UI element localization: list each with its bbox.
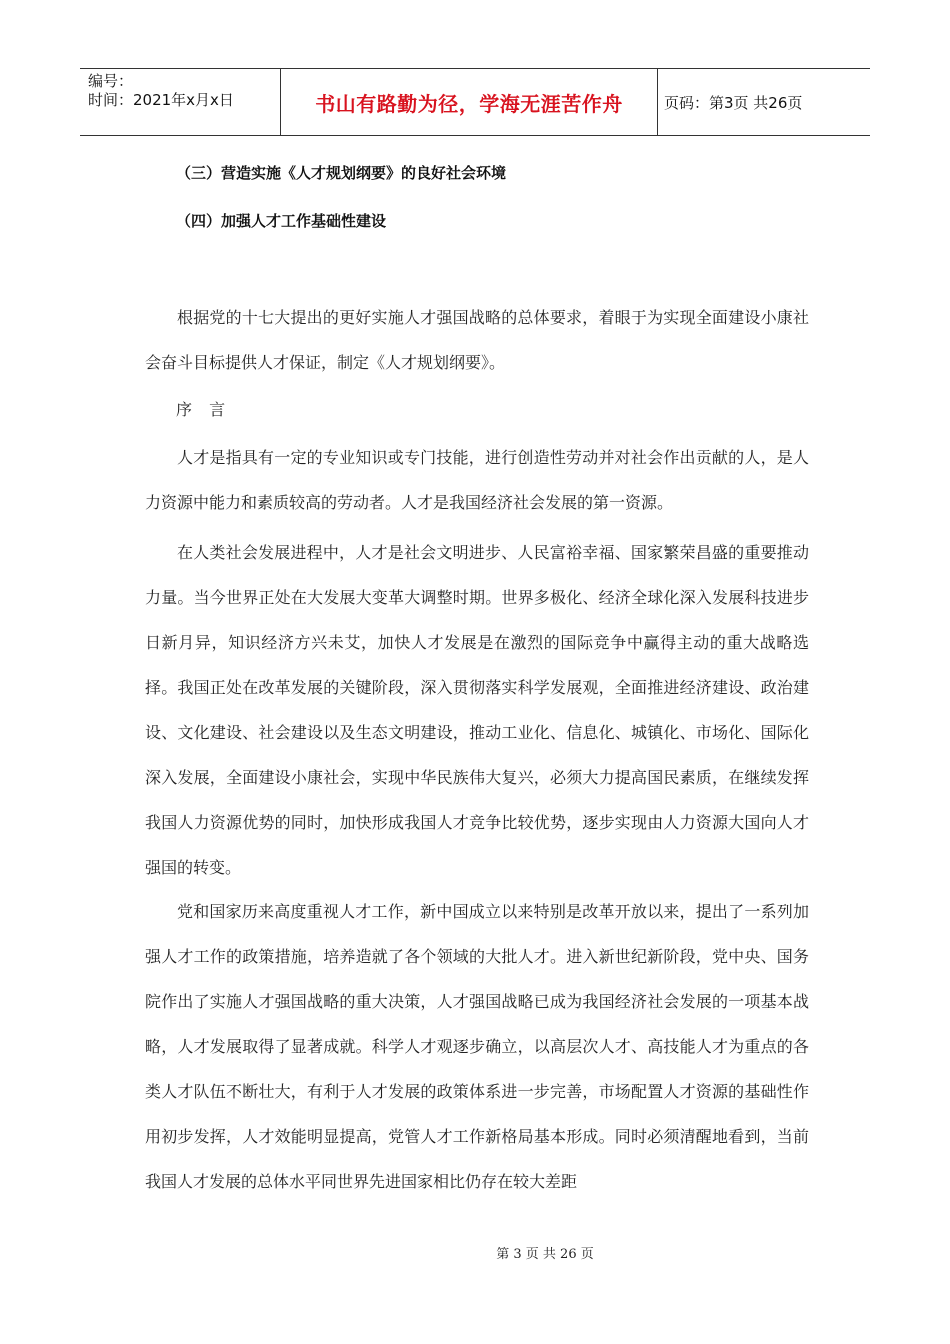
header-page-info: 页码：第3页 共26页 [664,93,803,112]
paragraph-3: 党和国家历来高度重视人才工作，新中国成立以来特别是改革开放以来，提出了一系列加强人才工作的政策措施，培养造就了各个领域的大批人才。进入新世纪新阶段，党中央、国务院作出了实施人才强国战略的重大决策，人才强国战略已成为我国经济社会发展的一项基本战略，人才发展取得了显著成就。科学人才观逐步确立，以高层次人才、高技能人才为重点的各类人才队伍不断壮大，有利于人才发展的政策体系进一步完善，市场配置人才资源的基础性作用初步发挥，人才效能明显提高，党管人才工作新格局基本形成。同时必须清醒地看到，当前我国人才发展的总体水平同世界先进国家相比仍存在较大差距 [145,902,809,1191]
section-heading-4: （四）加强人才工作基础性建设 [176,212,387,230]
section-heading-3: （三）营造实施《人才规划纲要》的良好社会环境 [176,164,507,182]
number-label: 编号： [88,72,134,90]
page-footer: 第 3 页 共 26 页 [496,1247,594,1262]
header-meta [80,69,281,135]
preface-title: 序 言 [176,400,232,419]
paragraph-2: 在人类社会发展进程中，人才是社会文明进步、人民富裕幸福、国家繁荣昌盛的重要推动力量。当今世界正处在大发展大变革大调整时期。世界多极化、经济全球化深入发展科技进步日新月异，知识经济方兴未艾，加快人才发展是在激烈的国际竞争中赢得主动的重大战略选择。我国正处在改革发展的关键阶段，深入贯彻落实科学发展观，全面推进经济建设、政治建设、文化建设、社会建设以及生态文明建设，推动工业化、信息化、城镇化、市场化、国际化深入发展，全面建设小康社会，实现中华民族伟大复兴，必须大力提高国民素质，在继续发挥我国人力资源优势的同时，加快形成我国人才竞争比较优势，逐步实现由人力资源大国向人才强国的转变。 [145,543,809,877]
time-label: 时间：2021年x月x日 [88,91,234,109]
paragraph-1: 人才是指具有一定的专业知识或专门技能，进行创造性劳动并对社会作出贡献的人，是人力资源中能力和素质较高的劳动者。人才是我国经济社会发展的第一资源。 [145,448,809,512]
document-header [80,68,870,136]
header-motto: 书山有路勤为径，学海无涯苦作舟 [281,69,658,135]
intro-paragraph: 根据党的十七大提出的更好实施人才强国战略的总体要求，着眼于为实现全面建设小康社会奋斗目标提供人才保证，制定《人才规划纲要》。 [145,308,809,372]
